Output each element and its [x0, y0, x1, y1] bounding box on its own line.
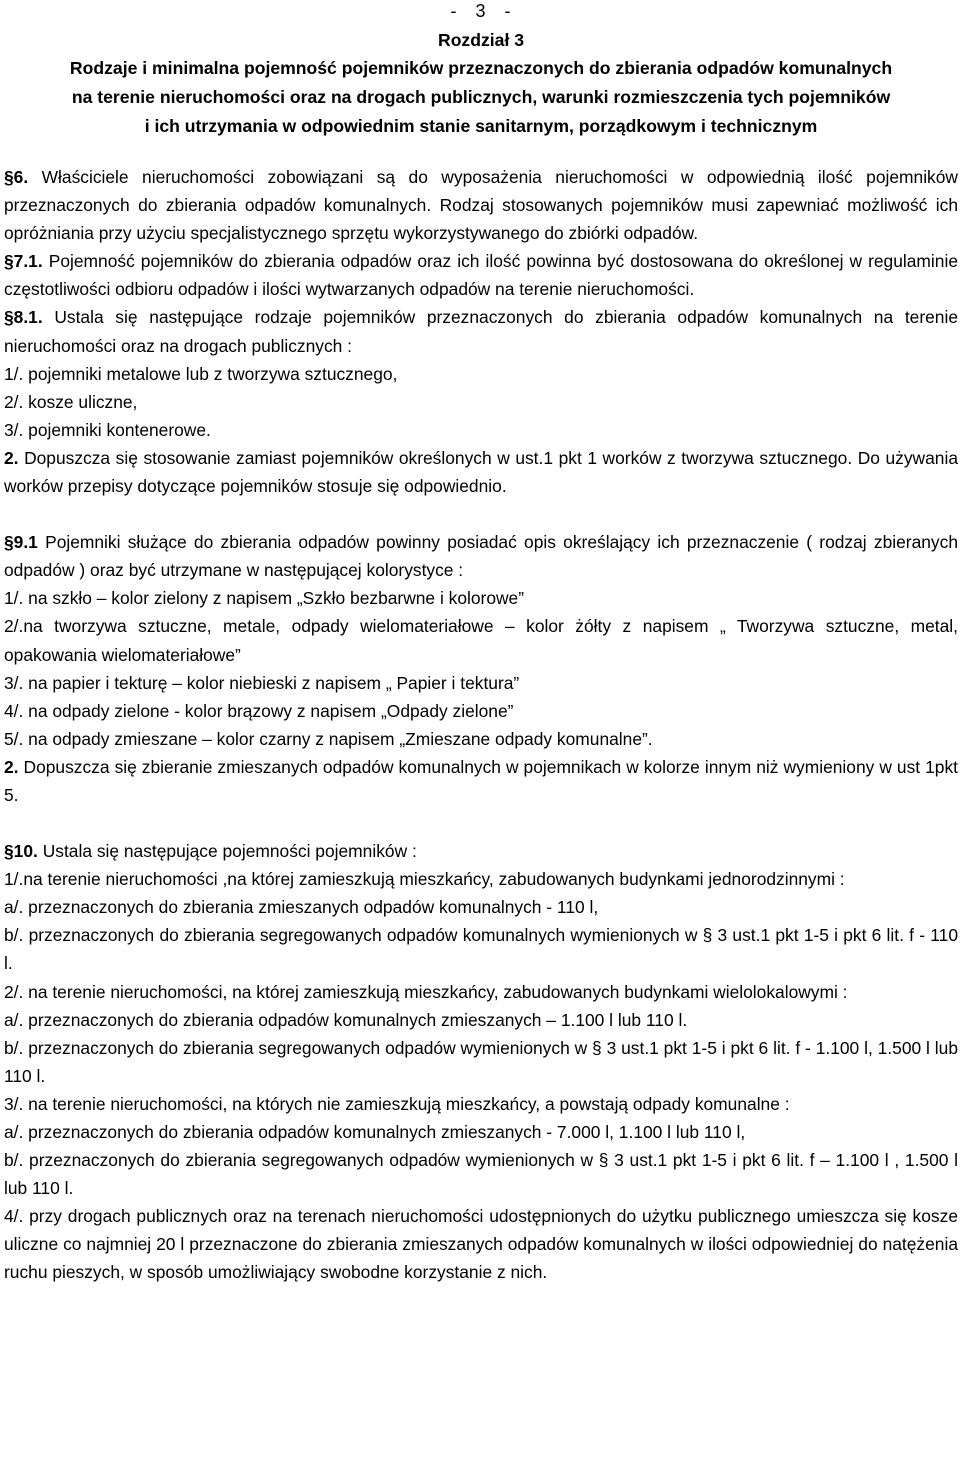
list-item: 3/. na papier i tekturę – kolor niebieski z napisem „ Papier i tektura”	[4, 672, 520, 693]
list-item: 2/. kosze uliczne,	[4, 391, 138, 412]
list-item: 1/. pojemniki metalowe lub z tworzywa sztucznego,	[4, 363, 398, 384]
paragraph-number: 2.	[4, 447, 19, 468]
subtitle-line: na terenie nieruchomości oraz na drogach publicznych, warunki rozmieszczenia tych pojemników	[71, 87, 891, 107]
section-text: Właściciele nieruchomości zobowiązani są do wyposażenia nieruchomości w odpowiednią ilość pojemników przeznaczonych do zbierania odpadów komunalnych. Rodzaj stosowanych pojemników musi zapewniać możliwość ich opróżniania przy użyciu specjalistycznego sprzętu wykorzystywanego do zbiórki odpadów.	[4, 167, 958, 244]
section-number: §9.1	[4, 532, 38, 553]
chapter-title: Rozdział 3	[437, 30, 525, 50]
section-text: Ustala się następujące pojemności pojemników :	[37, 841, 417, 862]
paragraph-section-7	[4, 247, 958, 303]
list-item: b/. przeznaczonych do zbierania segregowanych odpadów wymienionych w § 3 ust.1 pkt 1-5 i pkt 6 lit. f – 1.100 l , 1.500 l lub 110 l.	[4, 1150, 958, 1199]
paragraph-section-10	[4, 837, 958, 865]
paragraph-text: Dopuszcza się stosowanie zamiast pojemników określonych w ust.1 pkt 1 worków z tworzywa sztucznego. Do używania worków przepisy dotyczące pojemników stosuje się odpowiednio.	[4, 447, 958, 497]
paragraph-section-9	[4, 528, 958, 584]
list-item: 4/. przy drogach publicznych oraz na terenach nieruchomości udostępnionych do użytku publicznego umieszcza się kosze uliczne co najmniej 20 l przeznaczone do zbierania zmieszanych odpadów komunalnych w ilości odpowiedniej do natężenia ruchu pieszych, w sposób umożliwiający swobodne korzystanie z nich.	[4, 1206, 958, 1283]
document-page	[4, 0, 958, 1287]
list-item: 2/.na tworzywa sztuczne, metale, odpady wielomateriałowe – kolor żółty z napisem „ Tworzywa sztuczne, metal, opakowania wielomateriałowe”	[4, 616, 958, 665]
list-item: 3/. na terenie nieruchomości, na których nie zamieszkują mieszkańcy, a powstają odpady komunalne :	[4, 1093, 790, 1114]
subtitle-line: Rodzaje i minimalna pojemność pojemników przeznaczonych do zbierania odpadów komunalnych	[69, 58, 893, 78]
paragraph-section-8	[4, 303, 958, 359]
page-number: - 3 -	[450, 1, 512, 21]
paragraph-section-8-2	[4, 444, 958, 500]
paragraph-section-9-2	[4, 753, 958, 809]
list-item: 2/. na terenie nieruchomości, na której zamieszkują mieszkańcy, zabudowanych budynkami wielolokalowymi :	[4, 981, 848, 1002]
list-item: a/. przeznaczonych do zbierania odpadów komunalnych zmieszanych - 7.000 l, 1.100 l lub 110 l,	[4, 1122, 746, 1142]
list-item: b/. przeznaczonych do zbierania segregowanych odpadów komunalnych wymienionych w § 3 ust.1 pkt 1-5 i pkt 6 lit. f - 110 l.	[4, 925, 958, 974]
section-number: §6.	[4, 167, 29, 187]
list-item: 1/. na szkło – kolor zielony z napisem „Szkło bezbarwne i kolorowe”	[4, 588, 525, 609]
section-text: Ustala się następujące rodzaje pojemników przeznaczonych do zbierania odpadów komunalnych na terenie nieruchomości oraz na drogach publicznych :	[4, 307, 958, 356]
section-text: Pojemniki służące do zbierania odpadów powinny posiadać opis określający ich przeznaczenie ( rodzaj zbieranych odpadów ) oraz być utrzymane w następującej kolorystyce :	[4, 532, 958, 581]
list-item: b/. przeznaczonych do zbierania segregowanych odpadów wymienionych w § 3 ust.1 pkt 1-5 i pkt 6 lit. f - 1.100 l, 1.500 l lub 110 l.	[4, 1037, 958, 1086]
paragraph-text: Dopuszcza się zbieranie zmieszanych odpadów komunalnych w pojemnikach w kolorze innym niż wymieniony w ust 1pkt 5.	[4, 756, 958, 805]
paragraph-section-6	[4, 163, 958, 247]
list-item: 1/.na terenie nieruchomości ,na której zamieszkują mieszkańcy, zabudowanych budynkami jednorodzinnymi :	[4, 869, 845, 890]
list-item: 3/. pojemniki kontenerowe.	[4, 419, 211, 440]
paragraph-number: 2.	[4, 756, 19, 777]
list-item: a/. przeznaczonych do zbierania odpadów komunalnych zmieszanych – 1.100 l lub 110 l.	[4, 1009, 688, 1030]
list-item: 4/. na odpady zielone - kolor brązowy z napisem „Odpady zielone”	[4, 700, 514, 721]
section-number: §8.1.	[4, 307, 43, 328]
section-number: §10.	[4, 841, 38, 862]
list-item: 5/. na odpady zmieszane – kolor czarny z napisem „Zmieszane odpady komunalne”.	[4, 728, 653, 749]
section-number: §7.1.	[4, 251, 43, 272]
chapter-subtitle	[4, 54, 958, 141]
list-item: a/. przeznaczonych do zbierania zmieszanych odpadów komunalnych - 110 l,	[4, 897, 599, 918]
section-text: Pojemność pojemników do zbierania odpadów oraz ich ilość powinna być dostosowana do określonej w regulaminie częstotliwości odbioru odpadów i ilości wytwarzanych odpadów na terenie nieruchomości.	[4, 251, 958, 300]
subtitle-line: i ich utrzymania w odpowiednim stanie sanitarnym, porządkowym i technicznym	[144, 116, 818, 136]
